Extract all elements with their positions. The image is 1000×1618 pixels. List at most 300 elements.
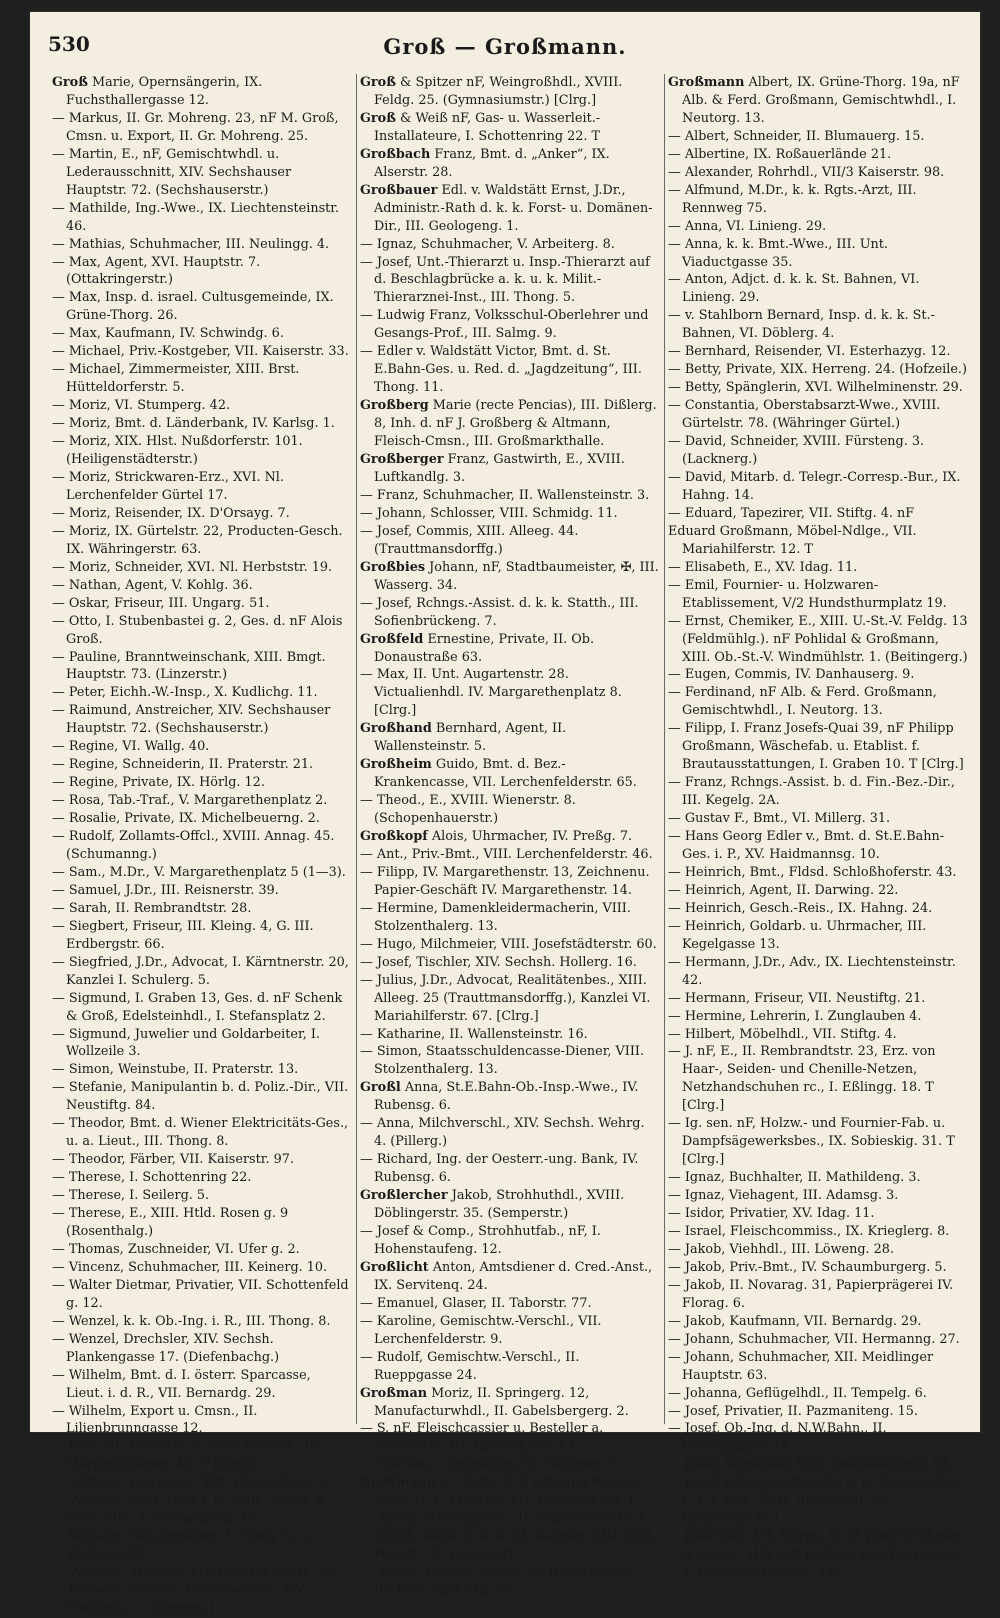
directory-entry bbox=[668, 343, 968, 361]
directory-entry bbox=[360, 846, 660, 864]
directory-entry bbox=[52, 1079, 352, 1115]
entry-text: Bernhard, Agent, II. Wallensteinstr. 5. bbox=[374, 721, 567, 755]
directory-entry bbox=[668, 1277, 968, 1313]
directory-entry bbox=[360, 1223, 660, 1259]
directory-entry bbox=[52, 1061, 352, 1079]
directory-entry bbox=[668, 1385, 968, 1403]
directory-entry bbox=[52, 74, 352, 110]
entry-text: Anton, Amtsdiener d. Cred.-Anst., IX. Servitenq. 24. bbox=[374, 1259, 653, 1293]
directory-entry bbox=[668, 1169, 968, 1187]
directory-entry bbox=[52, 146, 352, 200]
directory-entry bbox=[52, 990, 352, 1026]
directory-entry bbox=[52, 415, 352, 433]
directory-entry bbox=[668, 1043, 968, 1115]
directory-entry bbox=[52, 397, 352, 415]
directory-entry bbox=[52, 1026, 352, 1062]
directory-entry bbox=[52, 649, 352, 685]
directory-entry bbox=[668, 990, 968, 1008]
entry-text: — Regine, VI. Wallg. 40. bbox=[52, 739, 210, 755]
directory-entry bbox=[668, 720, 968, 774]
entry-text: — Wilh. nF, Goldarb. u. ihren-Verschl., IV. Margarethenstr. 45. T [Clrg.] bbox=[52, 1439, 321, 1473]
entry-surname: Großmann bbox=[360, 1475, 437, 1491]
entry-text: — Betty, Spänglerin, XVI. Wilhelminenstr. 29. bbox=[668, 380, 963, 396]
entry-text: — Max, Insp. d. israel. Cultusgemeinde, IX. Grüne-Thorg. 26. bbox=[52, 290, 334, 324]
entry-surname: Großl bbox=[360, 1080, 401, 1096]
directory-entry bbox=[52, 343, 352, 361]
directory-entry bbox=[52, 1492, 352, 1528]
entry-text: — Hermine, Damenkleidermacherin, VIII. Stolzenthalerg. 13. bbox=[360, 900, 631, 934]
entry-text: — Ignaz, Buchhalter, II. Mathildeng. 3. bbox=[668, 1170, 921, 1186]
entry-text: — Alexander, Rohrhdl., VII/3 Kaiserstr. 98. bbox=[668, 164, 945, 180]
entry-text: — Israel, Fleischcommiss., IX. Krieglerg. 8. bbox=[668, 1224, 950, 1239]
entry-text: — Mathias, Schuhmacher, III. Neulingg. 4. bbox=[52, 236, 330, 252]
entry-text: — Moriz, Reisender, IX. D'Orsayg. 7. bbox=[52, 505, 290, 521]
directory-entry bbox=[360, 451, 660, 487]
entry-text: — Eduard, Tapezirer, VII. Stiftg. 4. nF bbox=[668, 505, 915, 521]
directory-entry bbox=[52, 505, 352, 523]
directory-entry bbox=[360, 1510, 660, 1528]
entry-text: — Josef Joel, VII. Burgg. 6, nF Josef Großman & Comp., Hdl. mit Hölzern und Fournieren, V. Hundsthurmerstr. 141. bbox=[668, 1529, 966, 1581]
entry-text: — Betty, Private, XIX. Herreng. 24. (Hofzeile.) bbox=[668, 362, 967, 378]
entry-text: — J. nF, E., II. Rembrandtstr. 23, Erz. von Haar-, Seiden- und Chenille-Netzen, Netzhandschuhen rc., I. Eßlingg. 18. T [Clrg.] bbox=[668, 1044, 936, 1114]
directory-entry bbox=[668, 523, 968, 559]
entry-text: — Adolf, Assist. d. k. k. St. Bahnen, XIII. Brst. Poststr. 78. (Linzerstr.) bbox=[360, 1529, 657, 1563]
entry-text: — Therese, E., XIII. Htld. Rosen g. 9 (Rosenthalg.) bbox=[52, 1206, 289, 1239]
directory-entry bbox=[360, 900, 660, 936]
entry-text: — Anna, VI. Linieng. 29. bbox=[668, 218, 827, 234]
entry-text: — Siegfried, J.Dr., Advocat, I. Kärntnerstr. 20, Kanzlei I. Schulerg. 5. bbox=[52, 954, 349, 988]
entry-text: — Nathan, Agent, V. Kohlg. 36. bbox=[52, 577, 253, 593]
directory-entry bbox=[360, 254, 660, 308]
entry-text: — Ant., Priv.-Bmt., VIII. Lerchenfelderstr. 46. bbox=[360, 846, 653, 862]
entry-text: Guido, Bmt. d. Bez.-Krankencasse, VII. Lerchenfelderstr. 65. bbox=[374, 757, 637, 791]
entry-text: Jakob, Strohhuthdl., XVIII. Döblingerstr. 35. (Semperstr.) bbox=[374, 1188, 625, 1222]
entry-text: — Jakob, II. Novarag. 31, Papierprägerei IV. Florag. 6. bbox=[668, 1277, 954, 1311]
entry-text: — Wilhelm, Secr.-Chef i. P., LOR., Cmdr. d. num. RtO., I. Grünangerg. 10. bbox=[52, 1493, 328, 1527]
directory-entry bbox=[360, 487, 660, 505]
directory-entry bbox=[52, 1259, 352, 1277]
entry-surname: Großbach bbox=[360, 146, 431, 162]
entry-text: — Moriz, Bmt. d. Länderbank, IV. Karlsg. 1. bbox=[52, 416, 335, 432]
entry-text: — Sigmund, Juwelier und Goldarbeiter, I. Wollzeile 3. bbox=[52, 1026, 320, 1060]
entry-text: — Jakob, Kaufmann, VII. Bernardg. 29. bbox=[668, 1313, 922, 1329]
entry-text: — Richard, Ing. der Oesterr.-ung. Bank, IV. Rubensg. 6. bbox=[360, 1152, 639, 1186]
directory-entry bbox=[52, 882, 352, 900]
directory-entry bbox=[668, 361, 968, 379]
entry-text: — Sigmund, I. Graben 13, Ges. d. nF Schenk & Groß, Edelsteinhdl., I. Stefansplatz 2. bbox=[52, 990, 343, 1024]
directory-entry bbox=[360, 1385, 660, 1421]
directory-entry bbox=[668, 828, 968, 864]
entry-text: — Moriz, VI. Stumperg. 42. bbox=[52, 398, 231, 414]
directory-entry bbox=[52, 810, 352, 828]
entry-text: Alois, Uhrmacher, IV. Preßg. 7. bbox=[431, 829, 633, 845]
directory-entry bbox=[360, 828, 660, 846]
entry-text: — Max, Kaufmann, IV. Schwindg. 6. bbox=[52, 326, 284, 342]
entry-text: — Hans Georg Edler v., Bmt. d. St.E.Bahn-Ges. i. P., XV. Haidmannsg. 10. bbox=[668, 829, 945, 862]
entry-text: — Theod., E., XVIII. Wienerstr. 8. (Schopenhauerstr.) bbox=[360, 793, 576, 827]
directory-entry bbox=[52, 236, 352, 254]
entry-text: — Anna, k. k. Bmt.-Wwe., III. Unt. Viaductgasse 35. bbox=[668, 236, 888, 270]
entry-text: — Johann, Schuhmacher, VII. Hermanng. 27. bbox=[668, 1331, 960, 1347]
entry-surname: Groß bbox=[52, 75, 88, 90]
directory-column-middle bbox=[360, 74, 660, 1599]
entry-text: — Hilbert, Möbelhdl., VII. Stiftg. 4. bbox=[668, 1026, 897, 1042]
entry-text: — Rudolf, Gemischtw.-Verschl., II. Rueppgasse 24. bbox=[360, 1349, 580, 1383]
entry-text: — Katharine, II. Wallensteinstr. 16. bbox=[360, 1026, 588, 1042]
directory-entry bbox=[668, 918, 968, 954]
directory-entry bbox=[668, 954, 968, 990]
directory-entry bbox=[668, 1313, 968, 1331]
entry-text: — Jakob, Priv.-Bmt., IV. Schaumburgerg. 5. bbox=[668, 1259, 947, 1275]
directory-entry bbox=[668, 1115, 968, 1169]
entry-text: — Wilhelm Vincenz, Branntweiner, XIV. Fischerg. 2. (Grimmg.) bbox=[52, 1583, 307, 1617]
directory-entry bbox=[360, 666, 660, 720]
directory-entry bbox=[52, 523, 352, 559]
entry-text: — Max, II. Unt. Augartenstr. 28. Victualienhdl. IV. Margarethenplatz 8. [Clrg.] bbox=[360, 667, 622, 719]
directory-entry bbox=[52, 1277, 352, 1313]
entry-text: Marie, Opernsängerin, IX. Fuchsthallergasse 12. bbox=[66, 75, 263, 108]
entry-text: — Therese, I. Schottenring 22. bbox=[52, 1170, 252, 1186]
entry-text: — Ignaz, Viehagent, III. Adamsg. 3. bbox=[668, 1188, 899, 1204]
directory-entry bbox=[360, 720, 660, 756]
entry-text: — Pauline, Branntweinschank, XIII. Bmgt. Hauptstr. 73. (Linzerstr.) bbox=[52, 649, 326, 683]
directory-entry bbox=[668, 559, 968, 577]
entry-text: — Ignaz, Schuhmacher, V. Arbeiterg. 8. bbox=[360, 236, 615, 252]
entry-text: — Simon, Staatsschuldencasse-Diener, VIII. Stolzenthalerg. 13. bbox=[360, 1044, 645, 1078]
directory-entry bbox=[360, 972, 660, 1026]
directory-entry bbox=[360, 864, 660, 900]
directory-entry bbox=[668, 1241, 968, 1259]
entry-text: & Spitzer nF, Weingroßhdl., XVIII. Feldg. 25. (Gymnasiumstr.) [Clrg.] bbox=[374, 75, 623, 108]
directory-entry bbox=[52, 1582, 352, 1618]
entry-text: — Anna, Milchverschl., XIV. Sechsh. Wehrg. 4. (Pillerg.) bbox=[360, 1116, 645, 1150]
entry-text: — Jakob, Viehhdl., III. Löweng. 28. bbox=[668, 1241, 895, 1257]
directory-entry bbox=[360, 595, 660, 631]
entry-text: — Theodor, Bmt. d. Wiener Elektricitäts-Ges., u. a. Lieut., III. Thong. 8. bbox=[52, 1116, 349, 1150]
directory-entry bbox=[360, 936, 660, 954]
entry-text: — Josef, Rchngs.-Assist. d. k. k. Statth., III. Sofienbrückeng. 7. bbox=[360, 595, 639, 629]
directory-entry bbox=[360, 505, 660, 523]
entry-text: — Peter, Eichh.-W.-Insp., X. Kudlichg. 11. bbox=[52, 685, 318, 701]
entry-text: — Stefanie, Manipulantin b. d. Poliz.-Dir., VII. Neustiftg. 84. bbox=[52, 1080, 349, 1114]
entry-text: — Josef, Rchngs.-Offcl. der k. k. Steuer-Adm. f. d. I. Bez., XVII. Alsbachstr. 33. (Jörgerstraße.) bbox=[668, 1475, 959, 1527]
directory-entry bbox=[52, 774, 352, 792]
directory-entry bbox=[360, 1420, 660, 1456]
entry-text: — Filipp, I. Franz Josefs-Quai 39, nF Philipp Großmann, Wäschefab. u. Etablist. f. Brautausstattungen, I. Graben 10. T [Clrg.] bbox=[668, 721, 964, 773]
directory-entry bbox=[668, 182, 968, 218]
directory-entry bbox=[360, 1474, 660, 1510]
entry-text: — Josef, Commis, XIII. Alleeg. 44. (Trauttmansdorffg.) bbox=[360, 523, 579, 557]
entry-text: — Franz, Rchngs.-Assist. b. d. Fin.-Bez.-Dir., III. Kegelg. 2A. bbox=[668, 775, 955, 809]
entry-text: Marie (recte Pencias), III. Dißlerg. 8, Inh. d. nF J. Großberg & Altmann, Fleisch-Cmsn., III. Großmarkthalle. bbox=[374, 398, 657, 450]
directory-entry bbox=[360, 1349, 660, 1385]
directory-entry bbox=[52, 900, 352, 918]
entry-text: — Theodor, Färber, VII. Kaiserstr. 97. bbox=[52, 1152, 294, 1168]
directory-entry bbox=[360, 1528, 660, 1564]
entry-surname: Großberger bbox=[360, 452, 444, 468]
directory-entry bbox=[668, 236, 968, 272]
entry-text: — Moriz, Schneider, XVI. Nl. Herbststr. 19. bbox=[52, 559, 333, 575]
page-title: Groß — Großmann. bbox=[383, 34, 627, 59]
entry-text: — Moriz, IX. Gürtelstr. 22, Producten-Gesch. IX. Währingerstr. 63. bbox=[52, 523, 343, 557]
directory-entry bbox=[360, 523, 660, 559]
entry-text: — Albert, Rchngs.-Assist. im Hdl.-Minstm., III. Unt. Viaductg. 33. bbox=[360, 1565, 638, 1599]
entry-text: Anna, St.E.Bahn-Ob.-Insp.-Wwe., IV. Rubensg. 6. bbox=[374, 1080, 639, 1114]
directory-entry bbox=[52, 864, 352, 882]
directory-entry bbox=[668, 1528, 968, 1582]
directory-entry bbox=[668, 397, 968, 433]
entry-text: — Rosalie, Private, IX. Michelbeuerng. 2. bbox=[52, 811, 320, 827]
entry-surname: Großhand bbox=[360, 721, 432, 737]
directory-entry bbox=[52, 1438, 352, 1474]
directory-entry bbox=[668, 1187, 968, 1205]
directory-entry bbox=[668, 1420, 968, 1456]
directory-entry bbox=[360, 631, 660, 667]
directory-column-left bbox=[52, 74, 352, 1617]
directory-entry bbox=[52, 1403, 352, 1439]
entry-text: — Wilhelm, Journalist, XIX. Hutweideng. 6. bbox=[52, 1475, 333, 1491]
directory-entry bbox=[668, 1456, 968, 1474]
directory-entry bbox=[52, 1187, 352, 1205]
entry-text: — David, Schneider, XVIII. Fürsteng. 3. (Lacknerg.) bbox=[668, 434, 925, 468]
entry-text: — Wilhelm, Schuhmacher, I. Postg. 6, G. I. Wollzeile 30. bbox=[52, 1529, 327, 1563]
entry-text: — Max, Agent, XVI. Hauptstr. 7. (Ottakringerstr.) bbox=[52, 254, 261, 288]
entry-text: — Simon, Weinstube, II. Praterstr. 13. bbox=[52, 1062, 299, 1078]
directory-entry bbox=[360, 559, 660, 595]
directory-entry bbox=[360, 110, 660, 146]
directory-entry bbox=[668, 1205, 968, 1223]
directory-entry bbox=[360, 1187, 660, 1223]
entry-text: — Gustav F., Bmt., VI. Millerg. 31. bbox=[668, 811, 891, 827]
entry-text: — Emil, Fournier- u. Holzwaren-Etablissement, V/2 Hundsthurmplatz 19. bbox=[668, 577, 947, 611]
entry-text: — Josef, Privatier, II. Pazmaniteng. 15. bbox=[668, 1403, 918, 1419]
column-divider bbox=[356, 74, 357, 1424]
entry-text: — Johann, Schlosser, VIII. Schmidg. 11. bbox=[360, 505, 618, 521]
entry-text: — Martin, E., nF, Gemischtwhdl. u. Lederausschnitt, XIV. Sechshauser Hauptstr. 72. (Sechshauserstr.) bbox=[52, 146, 292, 198]
entry-surname: Großkopf bbox=[360, 829, 428, 845]
directory-entry bbox=[668, 1474, 968, 1528]
entry-text: — Hugo, Milchmeier, VIII. Josefstädterstr. 60. bbox=[360, 936, 657, 952]
entry-text: A., Vertr. d. F. Edmund Wagner, vorm. C. F. Krusche, VII. Kaiserstr. 98. T bbox=[374, 1475, 644, 1509]
entry-text: Albert, IX. Grüne-Thorg. 19a, nF Alb. & Ferd. Großmann, Gemischtwhdl., I. Neutorg. 13. bbox=[682, 75, 960, 126]
directory-entry bbox=[52, 595, 352, 613]
directory-entry bbox=[668, 810, 968, 828]
entry-text: — Franz, Schuhmacher, II. Wallensteinstr. 3. bbox=[360, 487, 650, 503]
entry-text: — Bernhard, Reisender, VI. Esterhazyg. 12. bbox=[668, 344, 951, 360]
directory-entry bbox=[668, 882, 968, 900]
directory-entry bbox=[52, 110, 352, 146]
entry-text: — Albertine, IX. Roßauerlände 21. bbox=[668, 146, 892, 162]
directory-entry bbox=[668, 271, 968, 307]
entry-text: — Otto, I. Stubenbastei g. 2, Ges. d. nF Alois Groß. bbox=[52, 613, 343, 647]
entry-text: — Wilhelm, Export u. Cmsn., II. Lilienbrunngasse 12. bbox=[52, 1403, 258, 1437]
directory-entry bbox=[668, 379, 968, 397]
directory-entry bbox=[360, 954, 660, 972]
entry-surname: Großbies bbox=[360, 559, 426, 575]
directory-entry bbox=[360, 74, 660, 110]
directory-entry bbox=[668, 1223, 968, 1241]
entry-text: — Rosa, Tab.-Traf., V. Margarethenplatz 2. bbox=[52, 793, 328, 809]
entry-text: — Ig. sen. nF, Holzw.- und Fournier-Fab. u. Dampfsägewerksbes., IX. Sobieskig. 31. T [Clrg.] bbox=[668, 1116, 955, 1168]
entry-text: — David, Mitarb. d. Telegr.-Corresp.-Bur., IX. Hahng. 14. bbox=[668, 469, 961, 503]
entry-text: — Josef & Comp., Strohhutfab., nF, I. Hohenstaufeng. 12. bbox=[360, 1224, 601, 1257]
directory-entry bbox=[360, 1079, 660, 1115]
directory-entry bbox=[668, 74, 968, 128]
entry-surname: Großfeld bbox=[360, 631, 424, 647]
entry-surname: Großlicht bbox=[360, 1259, 429, 1275]
entry-text: — Emanuel, Glaser, II. Taborstr. 77. bbox=[360, 1295, 592, 1311]
directory-entry bbox=[52, 1367, 352, 1403]
entry-text: — Raimund, Anstreicher, XIV. Sechshauser Hauptstr. 72. (Sechshauserstr.) bbox=[52, 703, 331, 737]
directory-entry bbox=[52, 1313, 352, 1331]
entry-text: — Moriz, Strickwaren-Erz., XVI. Nl. Lerchenfelder Gürtel 17. bbox=[52, 469, 284, 503]
entry-text: — Heinrich, Bmt., Fldsd. Schloßhoferstr. 43. bbox=[668, 864, 957, 880]
entry-text: — Karoline, Gemischtw.-Verschl., VII. Lerchenfelderstr. 9. bbox=[360, 1313, 602, 1347]
directory-entry bbox=[52, 1115, 352, 1151]
directory-column-right bbox=[668, 74, 968, 1581]
directory-entry bbox=[52, 1151, 352, 1169]
directory-entry bbox=[52, 918, 352, 954]
directory-entry bbox=[668, 505, 968, 523]
directory-entry bbox=[668, 1349, 968, 1385]
entry-text: — Rudolf, Zollamts-Offcl., XVIII. Annag. 45. (Schumanng.) bbox=[52, 829, 335, 862]
directory-page bbox=[30, 12, 980, 1617]
entry-text: — Heinrich, Gesch.-Reis., IX. Hahng. 24. bbox=[668, 900, 933, 916]
entry-text: — Oskar, Friseur, III. Ungarg. 51. bbox=[52, 595, 270, 611]
entry-text: Moriz, II. Springerg. 12, Manufacturwhdl., II. Gabelsbergerg. 2. bbox=[374, 1385, 629, 1419]
directory-entry bbox=[52, 613, 352, 649]
entry-text: — Wilhelm, Bmt. d. I. österr. Sparcasse, Lieut. i. d. R., VII. Bernardg. 29. bbox=[52, 1367, 311, 1401]
entry-text: — Michael, Zimmermeister, XIII. Brst. Hütteldorferstr. 5. bbox=[52, 362, 300, 396]
directory-entry bbox=[360, 1564, 660, 1600]
entry-text: — Hermine, Lehrerin, I. Zunglauben 4. bbox=[668, 1008, 922, 1024]
directory-entry bbox=[668, 469, 968, 505]
entry-text: — Wenzel, Drechsler, XIV. Sechsh. Plankengasse 17. (Diefenbachg.) bbox=[52, 1331, 280, 1365]
entry-text: — Hermann, J.Dr., Adv., IX. Liechtensteinstr. 42. bbox=[668, 954, 956, 988]
entry-text: — Eugen, Commis, IV. Danhauserg. 9. bbox=[668, 667, 915, 683]
entry-text: — Sarah, II. Rembrandtstr. 28. bbox=[52, 900, 252, 916]
directory-entry bbox=[668, 577, 968, 613]
directory-entry bbox=[52, 1331, 352, 1367]
entry-text: Ernestine, Private, II. Ob. Donaustraße 63. bbox=[374, 631, 595, 665]
entry-text: — Michael, Priv.-Kostgeber, VII. Kaiserstr. 33. bbox=[52, 344, 349, 360]
directory-entry bbox=[668, 433, 968, 469]
directory-entry bbox=[52, 361, 352, 397]
directory-entry bbox=[360, 397, 660, 451]
entry-text: — Ernst, Chemiker, E., XIII. U.-St.-V. Feldg. 13 (Feldmühlg.). nF Pohlidal & Großmann, XIII. Ob.-St.-V. Windmühlstr. 1. (Beitingerg.) bbox=[668, 613, 968, 665]
entry-text: — Regine, Schneiderin, II. Praterstr. 21. bbox=[52, 757, 314, 773]
entry-text: — Siegbert, Friseur, III. Kleing. 4, G. III. Erdbergstr. 66. bbox=[52, 918, 314, 952]
directory-entry bbox=[360, 1295, 660, 1313]
entry-text: — Albert, Schneider, II. Blumauerg. 15. bbox=[668, 128, 925, 144]
entry-text: — Ludwig Franz, Volksschul-Oberlehrer und Gesangs-Prof., III. Salmg. 9. bbox=[360, 308, 649, 342]
entry-text: — Vincenz, Schuhmacher, III. Keinerg. 10. bbox=[52, 1259, 328, 1275]
directory-entry bbox=[52, 433, 352, 469]
entry-text: Eduard Großmann, Möbel-Ndlge., VII. Mariahilferstr. 12. T bbox=[668, 523, 917, 557]
entry-text: — Sam., M.Dr., V. Margarethenplatz 5 (1—3). bbox=[52, 864, 346, 880]
entry-text: — Hermann, Friseur, VII. Neustiftg. 21. bbox=[668, 990, 926, 1006]
directory-entry bbox=[668, 218, 968, 236]
entry-text: — Wilhelm, Tischler, XIV. Goldschlagstr. 35. bbox=[52, 1565, 336, 1581]
directory-entry bbox=[52, 1241, 352, 1259]
directory-entry bbox=[52, 325, 352, 343]
directory-entry bbox=[52, 954, 352, 990]
entry-surname: Großbauer bbox=[360, 182, 438, 198]
entry-text: — Julius, J.Dr., Advocat, Realitätenbes., XIII. Alleeg. 25 (Trauttmansdorffg.), Kanzlei VI. Mariahilferstr. 67. [Clrg.] bbox=[360, 972, 651, 1024]
entry-text: — Ferdinand, nF Alb. & Ferd. Großmann, Gemischtwhdl., I. Neutorg. 13. bbox=[668, 685, 937, 719]
entry-text: — Therese, Cantineurin, III. Beatrixg. 1. bbox=[360, 1457, 622, 1473]
directory-entry bbox=[360, 1026, 660, 1044]
directory-entry bbox=[360, 1043, 660, 1079]
directory-entry bbox=[360, 792, 660, 828]
directory-entry bbox=[52, 1205, 352, 1241]
entry-surname: Groß bbox=[360, 110, 396, 126]
directory-entry bbox=[52, 469, 352, 505]
directory-entry bbox=[668, 146, 968, 164]
directory-entry bbox=[52, 756, 352, 774]
entry-surname: Großman bbox=[360, 1385, 428, 1401]
directory-entry bbox=[668, 1259, 968, 1277]
directory-entry bbox=[360, 343, 660, 397]
directory-entry bbox=[52, 702, 352, 738]
directory-entry bbox=[360, 236, 660, 254]
directory-entry bbox=[360, 182, 660, 236]
directory-entry bbox=[52, 792, 352, 810]
entry-text: — Josef, Schneider, VIII. Josefstädterstr. 83. bbox=[668, 1457, 953, 1473]
directory-entry bbox=[668, 684, 968, 720]
directory-entry bbox=[52, 254, 352, 290]
directory-entry bbox=[668, 307, 968, 343]
entry-text: — Heinrich, Goldarb. u. Uhrmacher, III. Kegelgasse 13. bbox=[668, 918, 927, 952]
directory-entry bbox=[360, 1456, 660, 1474]
directory-entry bbox=[668, 1403, 968, 1421]
entry-text: — v. Stahlborn Bernard, Insp. d. k. k. St.-Bahnen, VI. Döblerg. 4. bbox=[668, 308, 935, 342]
entry-text: — Anton, Adjct. d. k. k. St. Bahnen, VI. Linieng. 29. bbox=[668, 272, 920, 306]
entry-text: — Thomas, Zuschneider, VI. Ufer g. 2. bbox=[52, 1241, 300, 1257]
entry-text: — Moriz, XIX. Hlst. Nußdorferstr. 101. (Heiligenstädterstr.) bbox=[52, 434, 303, 468]
column-divider bbox=[664, 74, 665, 1424]
entry-text: — Walter Dietmar, Privatier, VII. Schottenfeld g. 12. bbox=[52, 1277, 349, 1311]
directory-entry bbox=[668, 864, 968, 882]
entry-text: — Johann, Schuhmacher, XII. Meidlinger Hauptstr. 63. bbox=[668, 1349, 934, 1383]
directory-entry bbox=[668, 1331, 968, 1349]
entry-text: — Josef, Tischler, XIV. Sechsh. Hollerg. 16. bbox=[360, 954, 637, 970]
directory-entry bbox=[52, 1528, 352, 1564]
entry-text: Franz, Bmt. d. „Anker“, IX. Alserstr. 28. bbox=[374, 146, 610, 180]
directory-entry bbox=[668, 666, 968, 684]
directory-entry bbox=[668, 1008, 968, 1026]
directory-entry bbox=[360, 1259, 660, 1295]
entry-text: — S. nF, Fleischcassier u. Besteller a. Viehmarkt, III. Radetzkystr. 13. bbox=[360, 1421, 604, 1455]
directory-entry bbox=[360, 1313, 660, 1349]
directory-entry bbox=[52, 1564, 352, 1582]
directory-entry bbox=[52, 577, 352, 595]
directory-entry bbox=[668, 164, 968, 182]
directory-entry bbox=[52, 1169, 352, 1187]
directory-entry bbox=[52, 200, 352, 236]
directory-entry bbox=[668, 613, 968, 667]
entry-surname: Großlercher bbox=[360, 1188, 448, 1204]
entry-text: Franz, Gastwirth, E., XVIII. Luftkandlg. 3. bbox=[374, 452, 625, 485]
directory-entry bbox=[52, 559, 352, 577]
entry-surname: Großmann bbox=[668, 75, 745, 90]
page-number: 530 bbox=[48, 32, 90, 56]
directory-entry bbox=[360, 307, 660, 343]
entry-text: Johann, nF, Stadtbaumeister, ✠, III. Wasserg. 34. bbox=[374, 559, 659, 593]
entry-text: — Alfmund, M.Dr., k. k. Rgts.-Arzt, III. Rennweg 75. bbox=[668, 182, 917, 216]
entry-text: — Josef, Unt.-Thierarzt u. Insp.-Thierarzt auf d. Beschlagbrücke a. k. u. k. Milit.-Thierarznei-Inst., III. Thong. 5. bbox=[360, 254, 650, 306]
directory-entry bbox=[668, 1026, 968, 1044]
